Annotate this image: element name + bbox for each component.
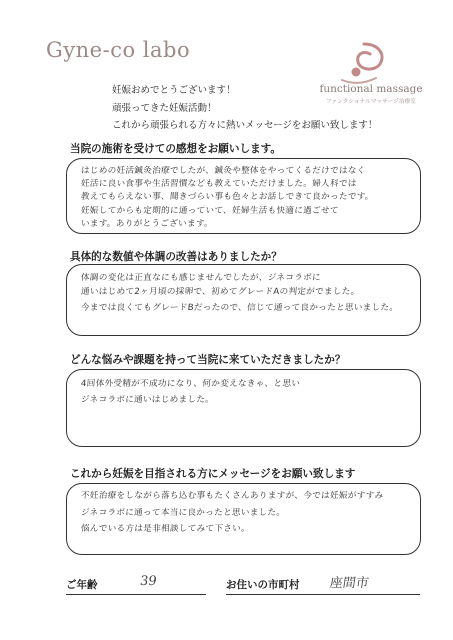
city-label: お住いの市町村	[226, 579, 300, 591]
answer-line: ジネコラボに通いはじめました。	[80, 395, 215, 405]
answer-line: います。ありがとうございます。	[80, 219, 214, 229]
question-heading: 当院の施術を受けての感想をお願いします。	[70, 143, 282, 155]
age-value: 39	[138, 574, 158, 589]
answer-line: 通いはじめて2ヶ月頃の採卵で、初めてグレードAの判定がでました。	[80, 287, 360, 297]
answer-box	[66, 369, 421, 447]
answer-line: 妊活に良い食事や生活習慣なども教えていただけました。婦人科では	[80, 179, 357, 189]
answer-line: 4回体外受精が不成功になり、何か変えなきゃ、と思い	[80, 379, 301, 389]
answer-box	[66, 483, 421, 555]
answer-box	[66, 264, 421, 336]
answer-line: 今までは良くてもグレードBだったので、信じて通って良かったと思いました。	[80, 303, 399, 313]
question-heading: これから妊娠を目指される方にメッセージをお願い致します	[70, 468, 356, 480]
brand-mark-icon	[334, 40, 392, 86]
logo-name: functional massage	[319, 83, 423, 95]
city-underline	[226, 594, 420, 595]
answer-line: 悩んでいる方は是非相談してみて下さい。	[80, 524, 251, 534]
intro-line: これから頑張られる方々に熱いメッセージをお願い致します！	[112, 120, 378, 131]
age-underline	[66, 594, 206, 595]
answer-line: 妊娠してからも定期的に通っていて、妊婦生活も快適に過ごせて	[80, 206, 340, 216]
age-label: ご年齢	[66, 579, 98, 591]
answer-line: 不妊治療をしながら落ち込む事もたくさんありますが、今では妊娠がすすみ	[80, 491, 384, 501]
question-heading: 具体的な数値や体調の改善はありましたか？	[70, 251, 282, 263]
city-value: 座間市	[328, 576, 370, 591]
intro-line: 妊娠おめでとうございます！	[112, 85, 236, 96]
question-heading: どんな悩みや課題を持って当院に来ていただきましたか？	[70, 354, 346, 366]
answer-line: 体調の変化は正直なにも感じませんでしたが、ジネコラボに	[80, 273, 322, 283]
brand-logo-text: Gyne-co labo	[46, 38, 191, 62]
intro-line: 頑張ってきた妊娠活動！	[112, 103, 217, 114]
answer-box	[66, 158, 421, 234]
logo-subtitle: ファンクショナルマッサージ治療室	[325, 99, 417, 105]
answer-line: ジネコラボに通って本当に良かったと思いました。	[80, 508, 286, 518]
answer-line: はじめの妊活鍼灸治療でしたが、鍼灸や整体をやってくるだけではなく	[80, 166, 366, 176]
answer-line: 教えてもらえない事、聞きづらい事も色々とお話しできて良かったです。	[80, 192, 375, 202]
